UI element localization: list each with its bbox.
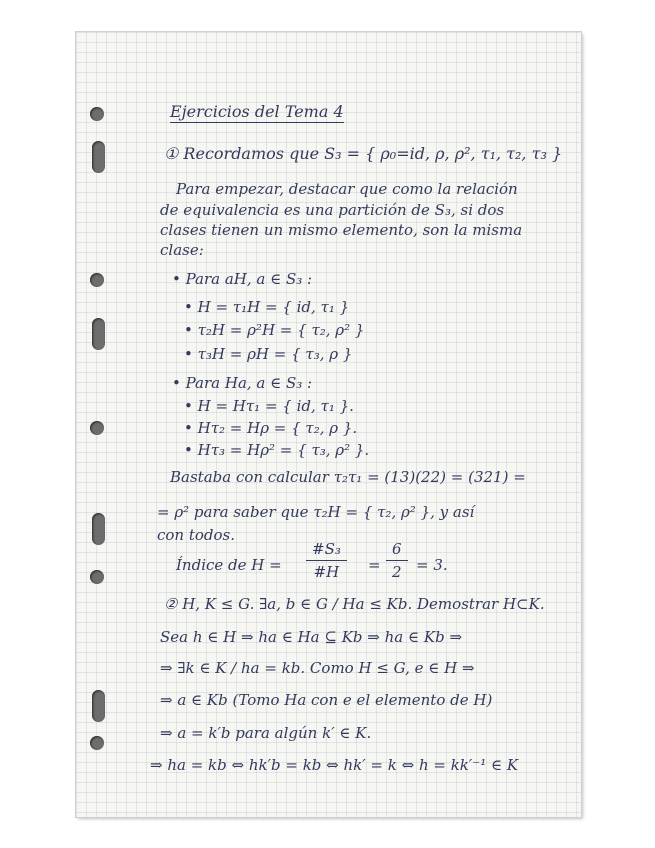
text-line: clases tienen un mismo elemento, son la misma — [160, 221, 523, 239]
fraction-numerator: 6 — [386, 540, 408, 561]
binder-hole — [90, 421, 104, 435]
index-label: Índice de H = — [176, 556, 282, 574]
proof-line: ⇒ ha = kb ⇔ hk′b = kb ⇔ hk′ = k ⇔ h = kk′⁻¹ ∈ K — [150, 756, 519, 774]
right-coset-line: • Hτ₃ = Hρ² = { τ₃, ρ² }. — [184, 441, 370, 459]
binder-hole — [90, 736, 104, 750]
index-fraction-value — [386, 540, 408, 581]
notes-title: Ejercicios del Tema 4 — [170, 102, 344, 121]
left-coset-line: • τ₃H = ρH = { τ₃, ρ } — [184, 345, 353, 363]
binder-slot — [92, 318, 105, 350]
left-coset-line: • τ₂H = ρ²H = { τ₂, ρ² } — [184, 321, 365, 339]
fraction-denominator: 2 — [392, 563, 402, 581]
exercise-2-statement: ② H, K ≤ G. ∃a, b ∈ G / Ha ≤ Kb. Demostrar H⊂K. — [164, 595, 545, 613]
text-line: clase: — [160, 241, 204, 259]
right-coset-line: • H = Hτ₁ = { id, τ₁ }. — [184, 397, 354, 415]
left-coset-line: • H = τ₁H = { id, τ₁ } — [184, 298, 350, 316]
text-line: de equivalencia es una partición de S₃, si dos — [160, 201, 505, 219]
binder-hole — [90, 107, 104, 121]
index-result: = 3. — [416, 556, 448, 574]
binder-hole — [90, 273, 104, 287]
right-cosets-heading: • Para Ha, a ∈ S₃ : — [172, 374, 313, 392]
binder-slot — [92, 141, 105, 173]
index-fraction — [306, 540, 347, 581]
binder-hole — [90, 570, 104, 584]
fraction-numerator: #S₃ — [306, 540, 347, 561]
proof-line: ⇒ a = k′b para algún k′ ∈ K. — [160, 724, 372, 742]
left-cosets-heading: • Para aH, a ∈ S₃ : — [172, 270, 313, 288]
proof-line: ⇒ a ∈ Kb (Tomo Ha con e el elemento de H) — [160, 691, 493, 709]
fraction-denominator: #H — [313, 563, 340, 581]
proof-line: Sea h ∈ H ⇒ ha ∈ Ha ⊆ Kb ⇒ ha ∈ Kb ⇒ — [160, 628, 463, 646]
text-line: Para empezar, destacar que como la relación — [176, 180, 518, 198]
text-line: = ρ² para saber que τ₂H = { τ₂, ρ² }, y así — [157, 503, 475, 521]
text-line: Bastaba con calcular τ₂τ₁ = (13)(22) = (321) = — [170, 468, 526, 486]
text-line: con todos. — [157, 526, 236, 544]
binder-slot — [92, 513, 105, 545]
exercise-1-statement: ① Recordamos que S₃ = { ρ₀=id, ρ, ρ², τ₁, τ₂, τ₃ } — [164, 144, 563, 163]
right-coset-line: • Hτ₂ = Hρ = { τ₂, ρ }. — [184, 419, 358, 437]
proof-line: ⇒ ∃k ∈ K / ha = kb. Como H ≤ G, e ∈ H ⇒ — [160, 659, 475, 677]
index-equals: = — [368, 556, 381, 574]
binder-slot — [92, 690, 105, 722]
